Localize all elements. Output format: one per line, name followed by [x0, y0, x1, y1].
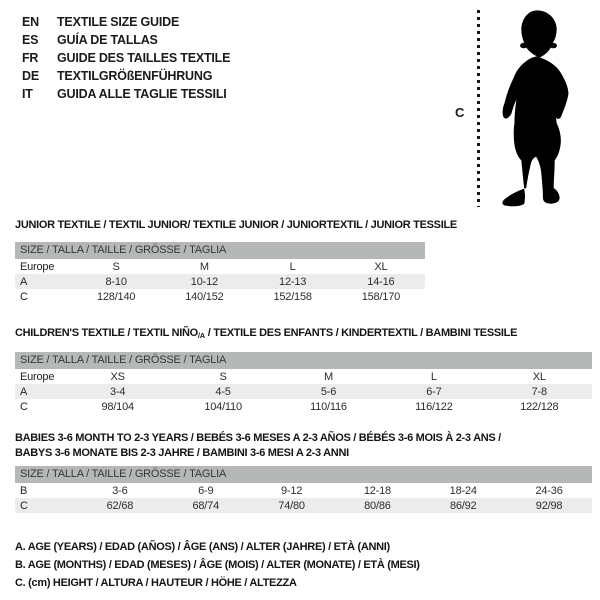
- row-label: C: [20, 400, 28, 413]
- title-text: CHILDREN'S TEXTILE / TEXTIL NIÑO: [15, 327, 198, 339]
- title-subscript: /A: [197, 331, 205, 340]
- size-cell: L: [430, 370, 437, 383]
- size-table: [15, 369, 592, 414]
- junior-size-table: [15, 242, 425, 304]
- size-cell: 12-18: [363, 484, 391, 497]
- section-title: [15, 431, 592, 461]
- size-cell: M: [323, 370, 333, 383]
- size-cell: 110/116: [310, 400, 347, 413]
- section-title: JUNIOR TEXTILE / TEXTIL JUNIOR/ TEXTILE JUNIOR / JUNIORTEXTIL / JUNIOR TESSILE: [15, 219, 457, 231]
- size-cell: XL: [374, 260, 388, 273]
- lang-code: IT: [22, 87, 33, 101]
- lang-code: EN: [22, 15, 39, 29]
- row-label: A: [20, 385, 28, 398]
- size-cell: 74/80: [278, 499, 305, 512]
- row-label: Europe: [20, 260, 55, 273]
- size-cell: 68/74: [192, 499, 219, 512]
- size-cell: M: [199, 260, 209, 273]
- table-row: [15, 384, 592, 399]
- size-table: [15, 259, 425, 304]
- lang-title: GUÍA DE TALLAS: [57, 33, 158, 47]
- lang-code: ES: [22, 33, 39, 47]
- size-cell: 62/68: [106, 499, 134, 512]
- size-cell: 9-12: [280, 484, 303, 497]
- size-cell: 3-4: [110, 385, 126, 398]
- size-table: [15, 483, 592, 513]
- footnote-b: B. AGE (MONTHS) / EDAD (MESES) / ÂGE (MOIS) / ALTER (MONATE) / ETÀ (MESI): [15, 559, 420, 571]
- title-line-1: BABIES 3-6 MONTH TO 2-3 YEARS / BEBÉS 3-6 MESES A 2-3 AÑOS / BÉBÉS 3-6 MOIS À 2-3 ANS /: [15, 432, 501, 444]
- size-cell: 6-9: [198, 484, 214, 497]
- size-cell: 116/122: [415, 400, 453, 413]
- size-cell: XS: [110, 370, 125, 383]
- size-cell: 10-12: [190, 275, 218, 288]
- size-cell: S: [112, 260, 120, 273]
- row-label: C: [20, 499, 28, 512]
- row-label: A: [20, 275, 28, 288]
- size-cell: 3-6: [112, 484, 128, 497]
- row-label: Europe: [20, 370, 55, 383]
- size-header-bar: SIZE / TALLA / TAILLE / GRÖSSE / TAGLIA: [15, 466, 592, 483]
- row-label: B: [20, 484, 28, 497]
- table-row: [15, 259, 425, 274]
- title-line-2: BABYS 3-6 MONATE BIS 2-3 JAHRE / BAMBINI 3-6 MESI A 2-3 ANNI: [15, 447, 349, 459]
- size-cell: 8-10: [105, 275, 127, 288]
- size-cell: 128/140: [96, 290, 136, 303]
- size-cell: 24-36: [535, 484, 563, 497]
- size-header-bar: SIZE / TALLA / TAILLE / GRÖSSE / TAGLIA: [15, 242, 425, 259]
- size-cell: 6-7: [426, 385, 442, 398]
- size-cell: 86/92: [449, 499, 477, 512]
- footnote-a: A. AGE (YEARS) / EDAD (AÑOS) / ÂGE (ANS) / ALTER (JAHRE) / ETÀ (ANNI): [15, 541, 390, 553]
- table-row: [15, 274, 425, 289]
- section-junior-textile: [15, 218, 592, 304]
- lang-title: GUIDE DES TAILLES TEXTILE: [57, 51, 231, 65]
- babies-size-table: [15, 466, 592, 513]
- lang-code: FR: [22, 51, 39, 65]
- size-cell: 140/152: [185, 290, 224, 303]
- size-cell: XL: [532, 370, 546, 383]
- table-row: [15, 483, 592, 498]
- baby-silhouette-icon: [486, 7, 592, 214]
- table-row: [15, 289, 425, 304]
- section-childrens-textile: [15, 326, 592, 414]
- size-cell: 14-16: [367, 275, 395, 288]
- size-cell: 92/98: [535, 499, 563, 512]
- height-c-label: C: [455, 105, 465, 120]
- size-cell: 5-6: [320, 385, 337, 398]
- table-row: [15, 498, 592, 513]
- size-cell: L: [289, 260, 296, 273]
- footnote-c: C. (cm) HEIGHT / ALTURA / HAUTEUR / HÖHE / ALTEZZA: [15, 577, 297, 589]
- footnotes: [15, 538, 592, 592]
- lang-title: TEXTILGRÖßENFÜHRUNG: [57, 69, 213, 83]
- table-row: [15, 399, 592, 414]
- row-label: C: [20, 290, 28, 303]
- size-cell: 104/110: [204, 400, 242, 413]
- size-cell: 152/158: [273, 290, 312, 303]
- section-title: [15, 326, 592, 343]
- size-cell: 4-5: [215, 385, 231, 398]
- lang-title: GUIDA ALLE TAGLIE TESSILI: [57, 87, 227, 101]
- height-dotted-line: [477, 10, 480, 207]
- childrens-size-table: [15, 352, 592, 414]
- size-cell: 98/104: [101, 400, 134, 413]
- size-cell: S: [219, 370, 227, 383]
- size-cell: 18-24: [449, 484, 477, 497]
- size-cell: 122/128: [520, 400, 559, 413]
- size-guide-content: [15, 215, 592, 592]
- size-cell: 80/86: [364, 499, 391, 512]
- lang-title: TEXTILE SIZE GUIDE: [57, 15, 180, 29]
- size-header-bar: SIZE / TALLA / TAILLE / GRÖSSE / TAGLIA: [15, 352, 592, 369]
- size-cell: 12-13: [279, 275, 307, 288]
- baby-figure: [0, 0, 600, 220]
- size-cell: 7-8: [531, 385, 547, 398]
- size-cell: 158/170: [361, 290, 401, 303]
- title-text: / TEXTILE DES ENFANTS / KINDERTEXTIL / BAMBINI TESSILE: [205, 327, 518, 339]
- table-row: [15, 369, 592, 384]
- section-babies-textile: [15, 431, 592, 513]
- lang-code: DE: [22, 69, 39, 83]
